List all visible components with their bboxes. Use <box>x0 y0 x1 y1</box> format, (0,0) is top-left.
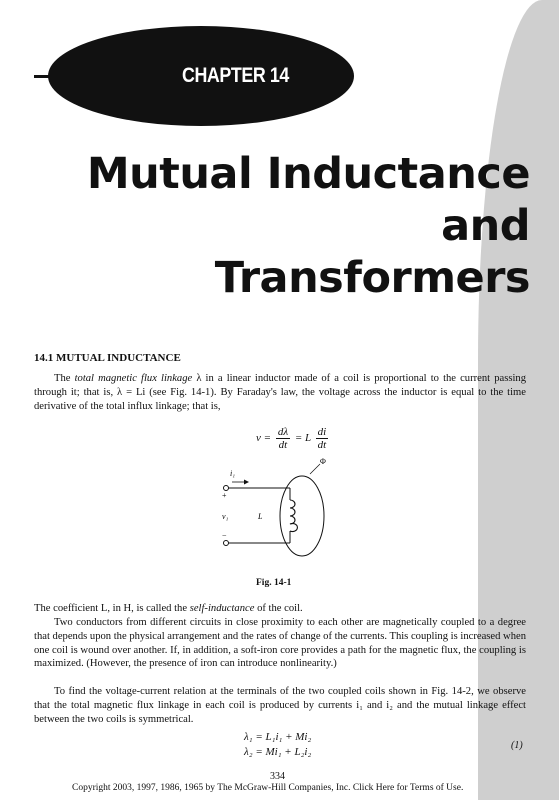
paragraph-1 <box>34 372 526 413</box>
section-heading: 14.1 MUTUAL INDUCTANCE <box>34 352 181 364</box>
page-number: 334 <box>270 771 285 782</box>
eq1-frac1-den: dt <box>278 439 288 451</box>
p2-italic-term: self-inductance <box>189 603 255 614</box>
eq1-mid: = L <box>294 432 311 445</box>
label-minus: − <box>222 531 227 540</box>
equation-number: (1) <box>511 740 523 751</box>
paragraph-4: To find the voltage-current relation at the terminals of the two coupled coils shown in Fig. 14-2, we observe that the total magnetic flux linkage in each coil is produced by currents i₁ and i₂ and the mutual linkage effect between the two coils is symmetrical. <box>34 686 526 725</box>
label-voltage: v₁ <box>222 512 229 521</box>
p1-text-post: λ in a linear inductor made of a coil is proportional to the current passing through it; that is, λ = Li (see Fig. 14-1). By Faraday's law, the voltage across the inductor is equal to the time derivative of the total influx linkage; that is, <box>34 373 526 412</box>
label-flux: Φ <box>320 457 326 466</box>
bottom-terminal <box>224 541 229 546</box>
label-current: i₁ <box>230 469 236 478</box>
figure-caption: Fig. 14-1 <box>256 578 292 588</box>
eq1-lhs: v = <box>256 432 272 445</box>
eq2-line-2: λ₂ = Mi₁ + L₂i₂ <box>244 746 312 758</box>
label-inductance: L <box>258 512 263 521</box>
equation-faraday <box>256 426 330 451</box>
p1-text-pre: The <box>54 373 75 384</box>
eq1-frac-2 <box>316 426 329 451</box>
current-arrowhead <box>244 480 249 485</box>
p2-text-post: of the coil. <box>254 603 303 614</box>
title-line-1: Mutual Inductance and <box>86 149 530 251</box>
eq1-frac-1 <box>276 426 290 451</box>
figure-14-1-inductor-diagram <box>210 456 350 572</box>
flux-pointer <box>310 464 320 474</box>
eq1-frac2-den: dt <box>317 439 327 451</box>
copyright-footer[interactable]: Copyright 2003, 1997, 1986, 1965 by The McGraw-Hill Companies, Inc. Click Here for Terms of Use. <box>72 783 464 793</box>
title-line-2: Transformers <box>214 253 530 303</box>
paragraph-2 <box>34 602 526 616</box>
label-plus: + <box>222 491 227 500</box>
eq2-line-1: λ₁ = L₁i₁ + Mi₂ <box>244 731 312 743</box>
p1-italic-term: total magnetic flux linkage <box>74 373 193 384</box>
top-terminal <box>224 486 229 491</box>
chapter-title <box>20 148 530 304</box>
eq1-frac2-num: di <box>317 426 327 438</box>
paragraph-3: Two conductors from different circuits in close proximity to each other are magnetically coupled to a degree that depends upon the physical arrangement and the rates of change of the currents. This coupling is increased when one coil is wound over another. If, in addition, a soft-iron core provides a path for the magnetic flux, the coupling is maximized. (However, the presence of iron can introduce nonlinearity.) <box>34 617 526 670</box>
eq1-frac1-num: dλ <box>277 426 289 438</box>
chapter-label: CHAPTER 14 <box>182 64 289 87</box>
flux-loop <box>280 476 324 556</box>
p2-text-pre: The coefficient L, in H, is called the <box>34 603 190 614</box>
equation-flux-linkage <box>244 730 311 760</box>
coil-windings <box>290 500 297 532</box>
